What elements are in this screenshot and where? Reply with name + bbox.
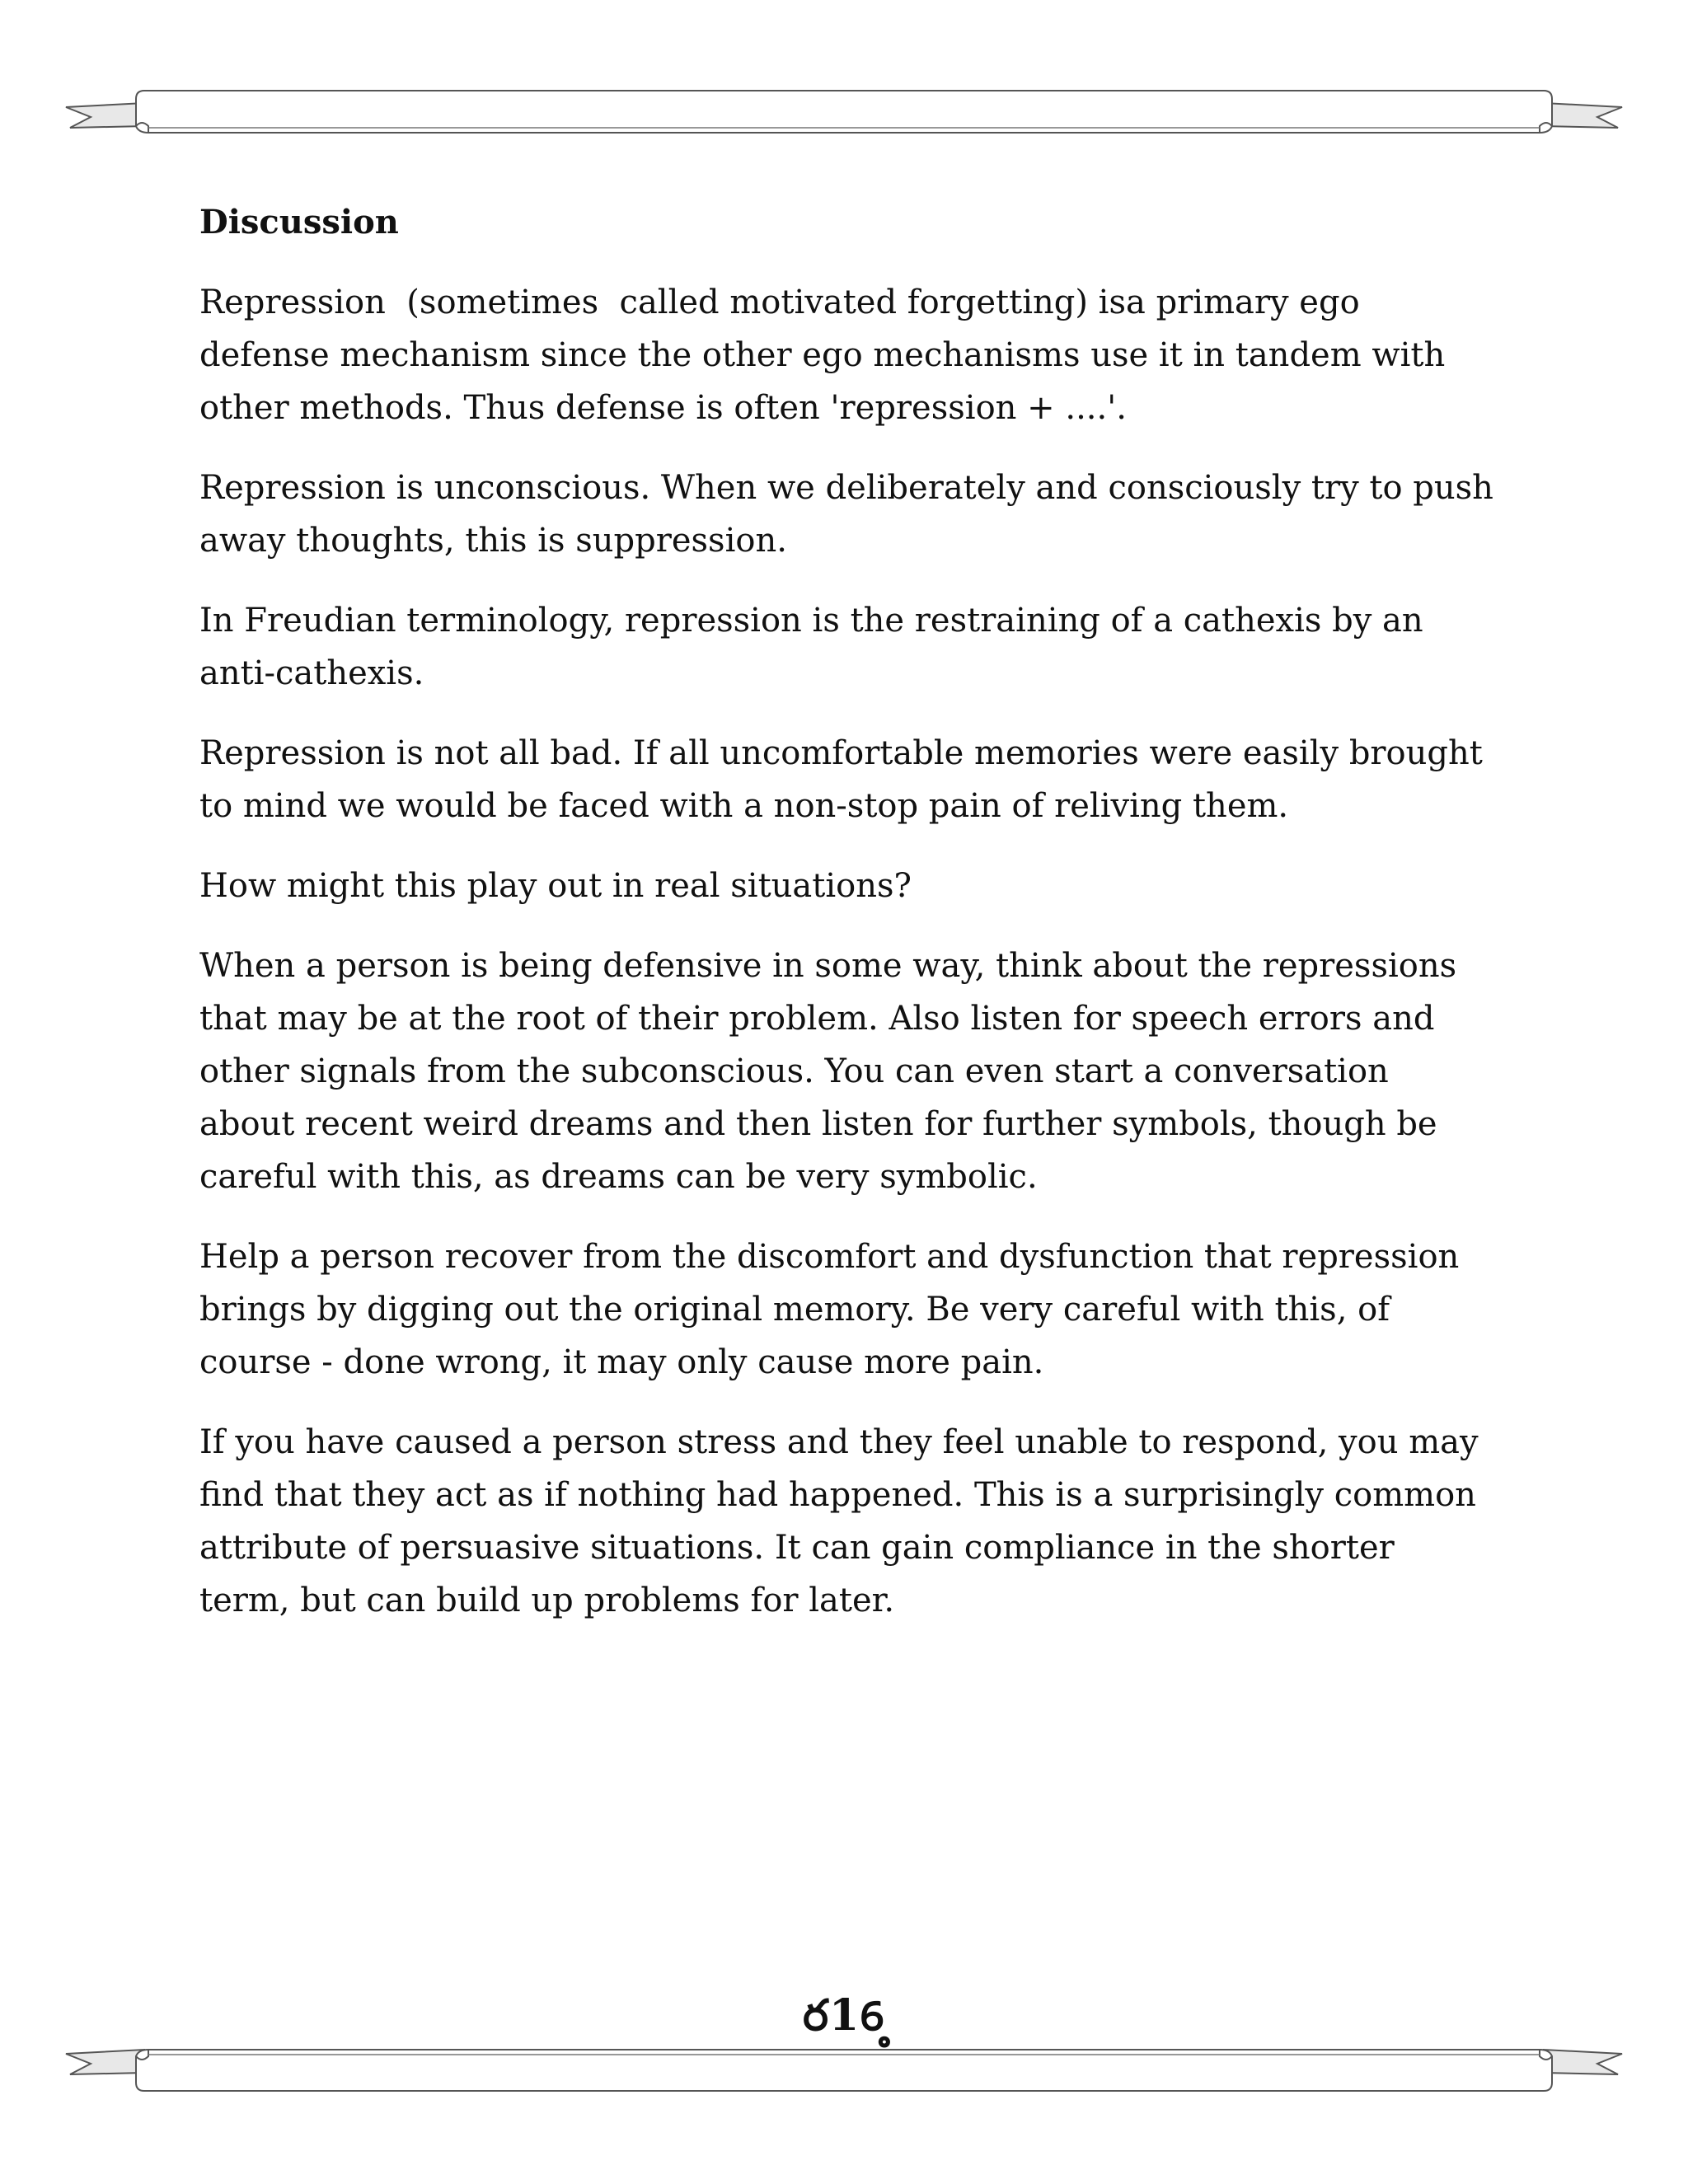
bottom-scroll-banner-graphic <box>0 2032 1688 2122</box>
page-number: ర16఼ <box>803 1990 885 2041</box>
paragraph: Repression (sometimes called motivated forgetting) isa primary ego defense mechanism since the other ego mechanisms use it in tandem with other methods. Thus defense is often 'repression + ....'. <box>199 284 1456 427</box>
paragraph: Repression is not all bad. If all uncomfortable memories were easily brought to mind we would be faced with a non-stop pain of reliving them. <box>199 734 1493 825</box>
top-scroll-banner-graphic <box>0 70 1688 161</box>
paragraph: Help a person recover from the discomfort and dysfunction that repression brings by digging out the original memory. Be very careful with this, of course - done wrong, it may only cause more pain. <box>199 1238 1470 1381</box>
section-heading: Discussion <box>199 203 399 241</box>
page-body <box>199 196 1504 1654</box>
paragraph: If you have caused a person stress and they feel unable to respond, you may find that they act as if nothing had happened. This is a surprisingly common attribute of persuasive situations. It can gain compliance in the shorter term, but can build up problems for later. <box>199 1423 1489 1619</box>
paragraph: Repression is unconscious. When we deliberately and consciously try to push away thoughts, this is suppression. <box>199 469 1504 560</box>
paragraph: When a person is being defensive in some way, think about the repressions that may be at the root of their problem. Also listen for speech errors and other signals from the subconscious. You can even start a conversation about recent weird dreams and then listen for further symbols, though be careful with this, as dreams can be very symbolic. <box>199 947 1467 1196</box>
bottom-scroll-banner <box>0 2032 1688 2122</box>
paragraph: How might this play out in real situations? <box>199 867 912 905</box>
paragraph: In Freudian terminology, repression is the restraining of a cathexis by an anti-cathexis. <box>199 602 1434 692</box>
top-scroll-banner <box>0 70 1688 161</box>
